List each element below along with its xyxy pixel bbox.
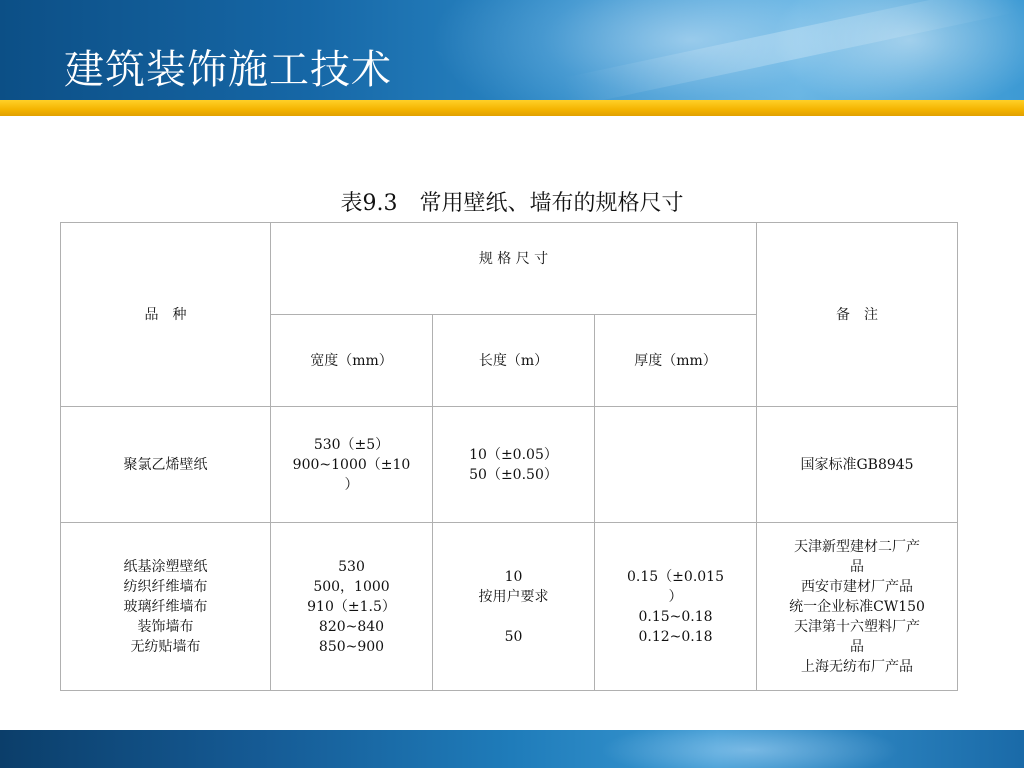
cell-line: 500，1000 — [313, 578, 390, 595]
cell-line: 品 — [850, 638, 865, 655]
cell-width — [271, 407, 433, 523]
cell-line: 50 — [504, 628, 523, 645]
header-variety: 品 种 — [61, 223, 271, 407]
header-length: 长度（m） — [433, 315, 595, 407]
cell-note — [757, 523, 958, 691]
cell-length — [433, 407, 595, 523]
cell-line: 900~1000（±10 — [292, 456, 411, 473]
cell-line: 850~900 — [318, 638, 385, 655]
cell-line: 玻璃纤维墙布 — [123, 598, 208, 615]
cell-line: ） — [668, 588, 683, 605]
cell-line: 50（±0.50） — [469, 466, 558, 483]
cell-width — [271, 523, 433, 691]
cell-line: 无纺贴墙布 — [130, 638, 201, 655]
cell-line: 910（±1.5） — [307, 598, 396, 615]
footer-highlight — [600, 730, 900, 768]
header-width: 宽度（mm） — [271, 315, 433, 407]
cell-line: 10（±0.05） — [469, 446, 558, 463]
cell-line: 装饰墙布 — [137, 618, 194, 635]
cell-thickness — [595, 407, 757, 523]
cell-variety — [61, 407, 271, 523]
header-note: 备 注 — [757, 223, 958, 407]
spec-table — [60, 222, 958, 691]
table-row — [61, 523, 958, 691]
footer-banner — [0, 730, 1024, 768]
header-banner — [0, 0, 1024, 100]
table-row — [61, 407, 958, 523]
cell-line: 统一企业标准CW150 — [789, 598, 925, 615]
table-caption: 表9.3 常用壁纸、墙布的规格尺寸 — [340, 191, 684, 216]
cell-line: 西安市建材厂产品 — [801, 578, 914, 595]
cell-line: 聚氯乙烯壁纸 — [123, 456, 208, 473]
cell-note — [757, 407, 958, 523]
cell-line: ） — [344, 476, 359, 493]
header-spec: 规 格 尺 寸 — [271, 223, 757, 315]
cell-line: 0.12~0.18 — [638, 628, 713, 645]
page-title: 建筑装饰施工技术 — [64, 47, 392, 93]
cell-length — [433, 523, 595, 691]
cell-line: 10 — [504, 568, 523, 585]
cell-line: 天津新型建材二厂产 — [794, 538, 921, 555]
cell-line: 530 — [338, 558, 365, 575]
header-accent-bar — [0, 100, 1024, 116]
cell-line: 0.15（±0.015 — [627, 568, 724, 585]
cell-line: 530（±5） — [313, 436, 390, 453]
cell-line: 上海无纺布厂产品 — [801, 658, 914, 675]
cell-line: 按用户要求 — [478, 588, 549, 605]
cell-line: 品 — [850, 558, 865, 575]
cell-line: 国家标准GB8945 — [800, 456, 914, 473]
cell-line: 820~840 — [318, 618, 385, 635]
cell-line: 0.15~0.18 — [638, 608, 713, 625]
header-thickness: 厚度（mm） — [595, 315, 757, 407]
cell-line: 天津第十六塑料厂产 — [794, 618, 921, 635]
cell-line: 纺织纤维墙布 — [123, 578, 208, 595]
cell-line: 纸基涂塑壁纸 — [123, 558, 208, 575]
cell-thickness — [595, 523, 757, 691]
cell-line — [437, 607, 590, 627]
cell-variety — [61, 523, 271, 691]
